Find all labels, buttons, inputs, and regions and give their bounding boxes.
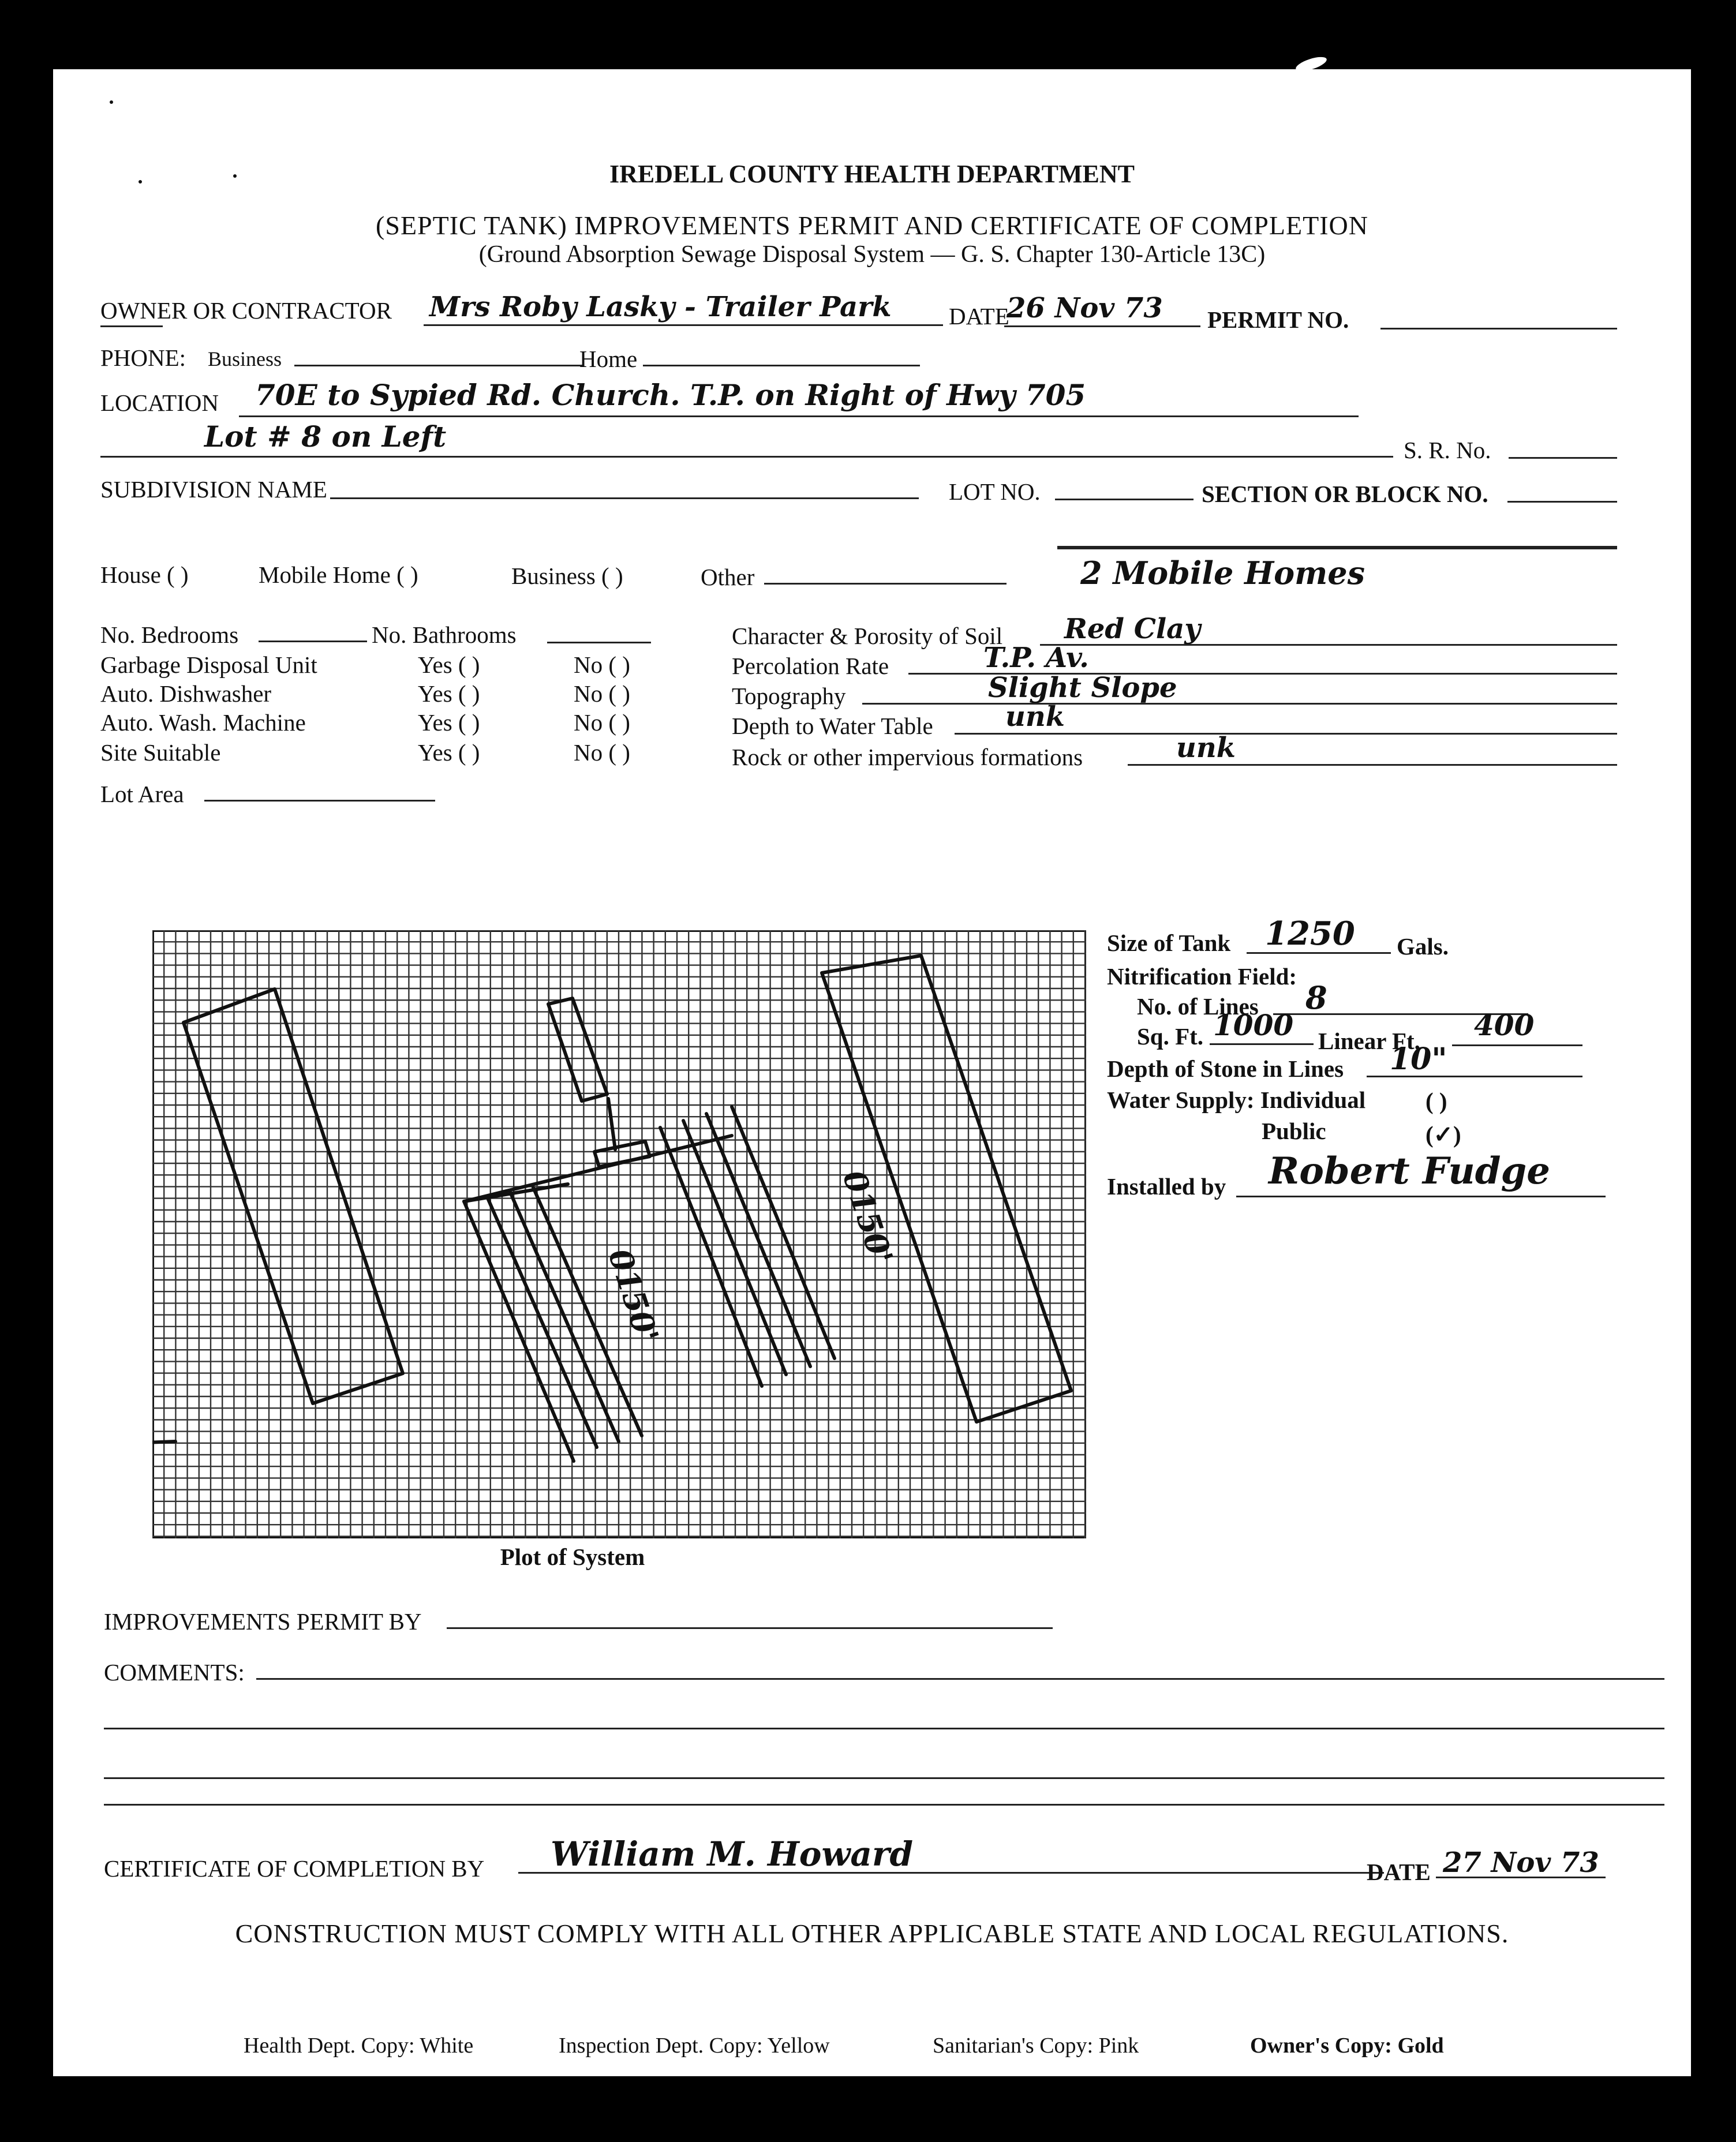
dishwasher-yes: Yes ( ) xyxy=(418,680,480,707)
garbage-label: Garbage Disposal Unit xyxy=(100,651,317,678)
date-line xyxy=(1004,325,1200,327)
bathrooms-label: No. Bathrooms xyxy=(372,621,517,648)
department-heading: IREDELL COUNTY HEALTH DEPARTMENT xyxy=(609,160,1135,188)
owner-label: OWNER OR CONTRACTOR xyxy=(100,297,392,324)
soil-label: Character & Porosity of Soil xyxy=(732,623,1003,649)
phone-business-label: Business xyxy=(208,347,282,370)
location-label: LOCATION xyxy=(100,390,219,416)
certificate-date-line xyxy=(1436,1877,1606,1878)
certificate-line xyxy=(518,1872,1384,1874)
section-label: SECTION OR BLOCK NO. xyxy=(1202,481,1488,507)
copy-health-dept: Health Dept. Copy: White xyxy=(244,2034,474,2058)
percolation-label: Percolation Rate xyxy=(732,653,889,679)
improvements-line xyxy=(447,1627,1053,1629)
tank-size-value: 1250 xyxy=(1265,915,1355,953)
form-subtitle: (Ground Absorption Sewage Disposal System — G. S. Chapter 130-Article 13C) xyxy=(478,241,1266,268)
bathrooms-line xyxy=(547,642,651,643)
section-line xyxy=(1507,501,1617,503)
lines-value: 8 xyxy=(1305,979,1327,1016)
washer-label: Auto. Wash. Machine xyxy=(100,709,306,736)
bedrooms-line xyxy=(259,641,367,642)
subdivision-label: SUBDIVISION NAME xyxy=(100,476,327,503)
mobile-home-option: Mobile Home ( ) xyxy=(259,561,418,588)
site-label: Site Suitable xyxy=(100,739,221,766)
subdivision-line xyxy=(330,497,919,499)
depth-line xyxy=(1367,1076,1582,1077)
site-no: No ( ) xyxy=(574,739,630,766)
sr-no-line xyxy=(1509,457,1617,459)
copy-inspection-dept: Inspection Dept. Copy: Yellow xyxy=(559,2034,830,2058)
other-line xyxy=(764,583,1007,585)
speck xyxy=(110,100,113,104)
comments-line-2 xyxy=(104,1728,1664,1729)
phone-home-label: Home xyxy=(579,346,638,372)
washer-no: No ( ) xyxy=(574,709,630,736)
washer-yes: Yes ( ) xyxy=(418,709,480,736)
linear-line xyxy=(1452,1044,1582,1046)
permit-no-line xyxy=(1380,328,1617,329)
garbage-no: No ( ) xyxy=(574,651,630,678)
topography-line xyxy=(862,703,1617,705)
compliance-notice: CONSTRUCTION MUST COMPLY WITH ALL OTHER APPLICABLE STATE AND LOCAL REGULATIONS. xyxy=(235,1919,1509,1948)
sqft-value: 1000 xyxy=(1213,1008,1294,1042)
lines-label: No. of Lines xyxy=(1137,993,1259,1020)
location-line2: Lot # 8 on Left xyxy=(204,420,447,454)
garbage-yes: Yes ( ) xyxy=(418,651,480,678)
lot-no-line xyxy=(1055,499,1194,500)
copy-sanitarian: Sanitarian's Copy: Pink xyxy=(933,2034,1139,2058)
installed-label: Installed by xyxy=(1107,1173,1226,1200)
phone-business-line xyxy=(294,365,583,366)
percolation-value: T.P. Av. xyxy=(983,642,1089,674)
other-label: Other xyxy=(701,564,755,590)
gals-label: Gals. xyxy=(1397,933,1449,960)
soil-line xyxy=(1040,644,1617,646)
installed-value: Robert Fudge xyxy=(1269,1149,1550,1193)
divider-rule xyxy=(1057,546,1617,549)
public-label: Public xyxy=(1262,1118,1326,1144)
sqft-label: Sq. Ft. xyxy=(1137,1023,1204,1050)
phone-label: PHONE: xyxy=(100,344,186,371)
rock-line xyxy=(1128,764,1617,766)
lot-no-label: LOT NO. xyxy=(949,478,1041,505)
soil-value: Red Clay xyxy=(1064,613,1201,645)
plot-caption: Plot of System xyxy=(500,1544,645,1570)
sr-no-label: S. R. No. xyxy=(1404,437,1491,463)
baseline-mark xyxy=(152,1441,175,1443)
form-title: (SEPTIC TANK) IMPROVEMENTS PERMIT AND CERTIFICATE OF COMPLETION xyxy=(376,211,1368,240)
other-value: 2 Mobile Homes xyxy=(1080,555,1365,591)
plot-annotation-2: 0150' xyxy=(835,1166,901,1269)
water-supply-label: Water Supply: Individual xyxy=(1107,1087,1366,1113)
lot-area-line xyxy=(204,800,435,802)
comments-label: COMMENTS: xyxy=(104,1659,245,1686)
owner-underline xyxy=(100,325,163,327)
dishwasher-label: Auto. Dishwasher xyxy=(100,680,272,707)
location-line2-rule xyxy=(100,456,1393,458)
owner-value: Mrs Roby Lasky - Trailer Park xyxy=(429,291,892,323)
permit-no-label: PERMIT NO. xyxy=(1207,306,1349,333)
tank-size-line xyxy=(1247,952,1391,954)
depth-label: Depth of Stone in Lines xyxy=(1107,1055,1344,1082)
comments-line-4 xyxy=(104,1804,1664,1806)
date-label: DATE xyxy=(949,303,1009,329)
topography-value: Slight Slope xyxy=(988,672,1177,704)
comments-line-3 xyxy=(104,1777,1664,1779)
dishwasher-no: No ( ) xyxy=(574,680,630,707)
owner-line xyxy=(424,324,943,326)
date-value: 26 Nov 73 xyxy=(1007,292,1163,324)
certificate-label: CERTIFICATE OF COMPLETION BY xyxy=(104,1855,485,1882)
certificate-date-label: DATE xyxy=(1367,1859,1431,1885)
individual-checkbox: ( ) xyxy=(1426,1088,1447,1114)
tank-size-label: Size of Tank xyxy=(1107,930,1231,956)
site-yes: Yes ( ) xyxy=(418,739,480,766)
rock-value: unk xyxy=(1176,732,1236,764)
phone-home-line xyxy=(643,365,920,366)
plot-grid xyxy=(152,930,1086,1538)
improvements-label: IMPROVEMENTS PERMIT BY xyxy=(104,1608,422,1635)
location-line1: 70E to Sypied Rd. Church. T.P. on Right of Hwy 705 xyxy=(255,378,1086,412)
certificate-signature: William M. Howard xyxy=(551,1834,914,1874)
plot-annotation-1: 0150' xyxy=(601,1244,667,1347)
comments-line-1 xyxy=(256,1678,1664,1680)
certificate-date-value: 27 Nov 73 xyxy=(1443,1847,1599,1879)
depth-value: 10" xyxy=(1390,1042,1447,1077)
linear-value: 400 xyxy=(1474,1008,1535,1042)
copy-owner: Owner's Copy: Gold xyxy=(1250,2034,1444,2058)
location-line1-rule xyxy=(239,415,1359,417)
water-table-value: unk xyxy=(1005,701,1065,733)
rock-label: Rock or other impervious formations xyxy=(732,744,1083,770)
sqft-line xyxy=(1210,1043,1314,1045)
water-table-label: Depth to Water Table xyxy=(732,713,933,739)
permit-form xyxy=(53,69,1691,2076)
house-option: House ( ) xyxy=(100,561,189,588)
linear-label: Linear Ft. xyxy=(1318,1028,1420,1054)
topography-label: Topography xyxy=(732,683,846,709)
grid-lines xyxy=(152,930,1086,1538)
nitrification-label: Nitrification Field: xyxy=(1107,963,1297,990)
lot-area-label: Lot Area xyxy=(100,781,184,807)
installed-line xyxy=(1236,1196,1606,1197)
business-option: Business ( ) xyxy=(511,563,623,589)
water-table-line xyxy=(955,733,1617,735)
bedrooms-label: No. Bedrooms xyxy=(100,621,239,648)
public-checkbox: (✓) xyxy=(1426,1121,1461,1148)
